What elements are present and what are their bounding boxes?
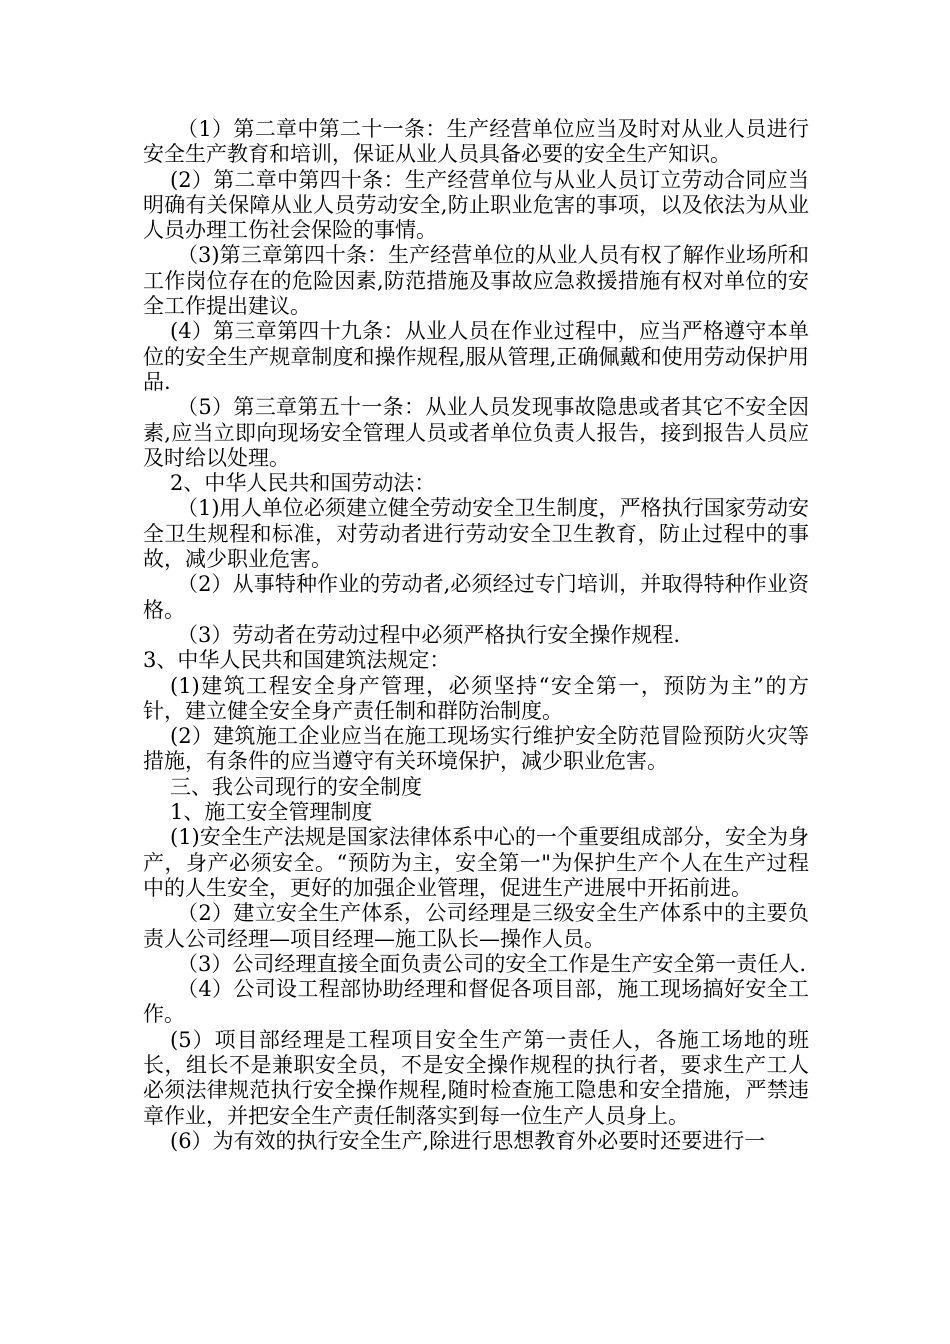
paragraph: (1)安全生产法规是国家法律体系中心的一个重要组成部分，安全为身产，身产必须安全。“预防为主，安全第一"为保护生产个人在生产过程中的人生安全，更好的加强企业管理，促进生产进展中开拓前进。 xyxy=(143,825,809,900)
paragraph: （3)第三章第四十条：生产经营单位的从业人员有权了解作业场所和工作岗位存在的危险因素,防范措施及事故应急救援措施有权对单位的安全工作提出建议。 xyxy=(143,243,809,319)
paragraph: （2）建立安全生产体系，公司经理是三级安全生产体系中的主要负责人公司经理—项目经理—施工队长—操作人员。 xyxy=(143,901,809,951)
paragraph: 3、中华人民共和国建筑法规定： xyxy=(143,648,451,673)
paragraph: (2）建筑施工企业应当在施工现场实行维护安全防范冒险预防火灾等措施，有条件的应当遵守有关环境保护，减少职业危害。 xyxy=(143,724,809,774)
paragraph: （3）劳动者在劳动过程中必须严格执行安全操作规程. xyxy=(177,622,681,647)
paragraph: （2）从事特种作业的劳动者,必须经过专门培训，并取得特种作业资格。 xyxy=(143,572,809,622)
document-body xyxy=(143,117,809,1154)
paragraph: (6）为有效的执行安全生产,除进行思想教育外必要时还要进行一 xyxy=(170,1128,766,1153)
paragraph: （4）公司设工程部协助经理和督促各项目部，施工现场搞好安全工作。 xyxy=(143,977,809,1027)
paragraph: (2）第二章中第四十条：生产经营单位与从业人员订立劳动合同应当明确有关保障从业人员劳动安全,防止职业危害的事项，以及依法为从业人员办理工伤社会保险的事情。 xyxy=(143,167,809,243)
paragraph: 三、我公司现行的安全制度 xyxy=(170,774,422,799)
paragraph: (1)建筑工程安全身产管理，必须坚持“安全第一，预防为主”的方针，建立健全安全身产责任制和群防治制度。 xyxy=(143,673,809,723)
paragraph: 1、施工安全管理制度 xyxy=(170,800,373,825)
paragraph: （1）第二章中第二十一条：生产经营单位应当及时对从业人员进行安全生产教育和培训，保证从业人员具备必要的安全生产知识。 xyxy=(143,117,809,167)
paragraph: （1)用人单位必须建立健全劳动安全卫生制度，严格执行国家劳动安全卫生规程和标准，对劳动者进行劳动安全卫生教育，防止过程中的事故，减少职业危害。 xyxy=(143,496,809,572)
paragraph: (4）第三章第四十九条：从业人员在作业过程中，应当严格遵守本单位的安全生产规章制度和操作规程,服从管理,正确佩戴和使用劳动保护用品. xyxy=(143,319,809,394)
paragraph: （3）公司经理直接全面负责公司的安全工作是生产安全第一责任人. xyxy=(177,951,807,976)
paragraph: （5）第三章第五十一条：从业人员发现事故隐患或者其它不安全因素,应当立即向现场安全管理人员或者单位负责人报告，接到报告人员应及时给以处理。 xyxy=(143,395,809,470)
paragraph: (5）项目部经理是工程项目安全生产第一责任人，各施工场地的班长，组长不是兼职安全员，不是安全操作规程的执行者，要求生产工人必须法律规范执行安全操作规程,随时检查施工隐患和安全措施，严禁违章作业，并把安全生产责任制落实到每一位生产人员身上。 xyxy=(143,1027,809,1128)
paragraph: 2、中华人民共和国劳动法： xyxy=(170,471,436,496)
